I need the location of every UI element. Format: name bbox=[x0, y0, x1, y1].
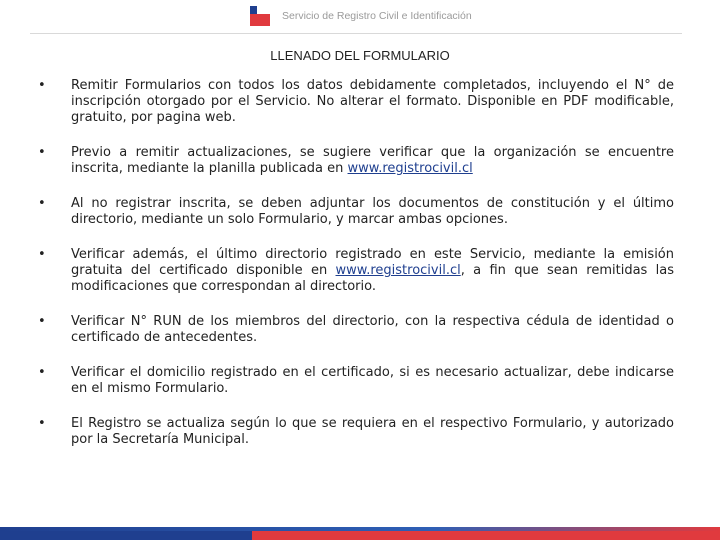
registrocivil-link[interactable]: www.registrocivil.cl bbox=[335, 263, 461, 278]
list-item bbox=[38, 196, 674, 228]
bullet-text: El Registro se actualiza según lo que se requiera en el respectivo Formulario, y autorizado por la Secretaría Municipal. bbox=[71, 416, 674, 447]
bullet-icon: • bbox=[38, 365, 46, 380]
bullet-icon: • bbox=[38, 78, 46, 93]
bullet-icon: • bbox=[38, 145, 46, 160]
bullet-icon: • bbox=[38, 196, 46, 211]
list-item bbox=[38, 365, 674, 397]
chile-flag-logo-icon bbox=[250, 6, 270, 26]
bullet-text-continued: , a fin que sean remitidas las modificaciones que correspondan al directorio. bbox=[71, 263, 674, 294]
registrocivil-link[interactable]: www.registrocivil.cl bbox=[347, 161, 473, 176]
bullet-text: Verificar además, el último directorio registrado en este Servicio, mediante la emisión gratuita del certificado disponible en bbox=[71, 247, 674, 278]
list-item bbox=[38, 314, 674, 346]
list-item bbox=[38, 78, 674, 126]
bullet-icon: • bbox=[38, 314, 46, 329]
bullet-text: Al no registrar inscrita, se deben adjuntar los documentos de constitución y el último directorio, mediante un solo Formulario, y marcar ambas opciones. bbox=[71, 196, 674, 227]
bullet-text: Verificar N° RUN de los miembros del directorio, con la respectiva cédula de identidad o certificado de antecedentes. bbox=[71, 314, 674, 345]
list-item bbox=[38, 247, 674, 295]
bullet-icon: • bbox=[38, 416, 46, 431]
list-item bbox=[38, 416, 674, 448]
page-title: LLENADO DEL FORMULARIO bbox=[270, 48, 450, 63]
list-item bbox=[38, 145, 674, 177]
footer-color-bar bbox=[0, 527, 720, 540]
instructions-list bbox=[38, 78, 674, 467]
bullet-text: Previo a remitir actualizaciones, se sugiere verificar que la organización se encuentre inscrita, mediante la planilla publicada en bbox=[71, 145, 674, 176]
page-header bbox=[0, 0, 720, 36]
organization-name: Servicio de Registro Civil e Identificación bbox=[282, 10, 472, 22]
bullet-icon: • bbox=[38, 247, 46, 262]
header-divider bbox=[30, 33, 682, 34]
bullet-text: Verificar el domicilio registrado en el certificado, si es necesario actualizar, debe indicarse en el mismo Formulario. bbox=[71, 365, 674, 396]
bullet-text: Remitir Formularios con todos los datos debidamente completados, incluyendo el N° de inscripción otorgado por el Servicio. No alterar el formato. Disponible en PDF modificable, gratuito, por pagina web. bbox=[71, 78, 674, 125]
